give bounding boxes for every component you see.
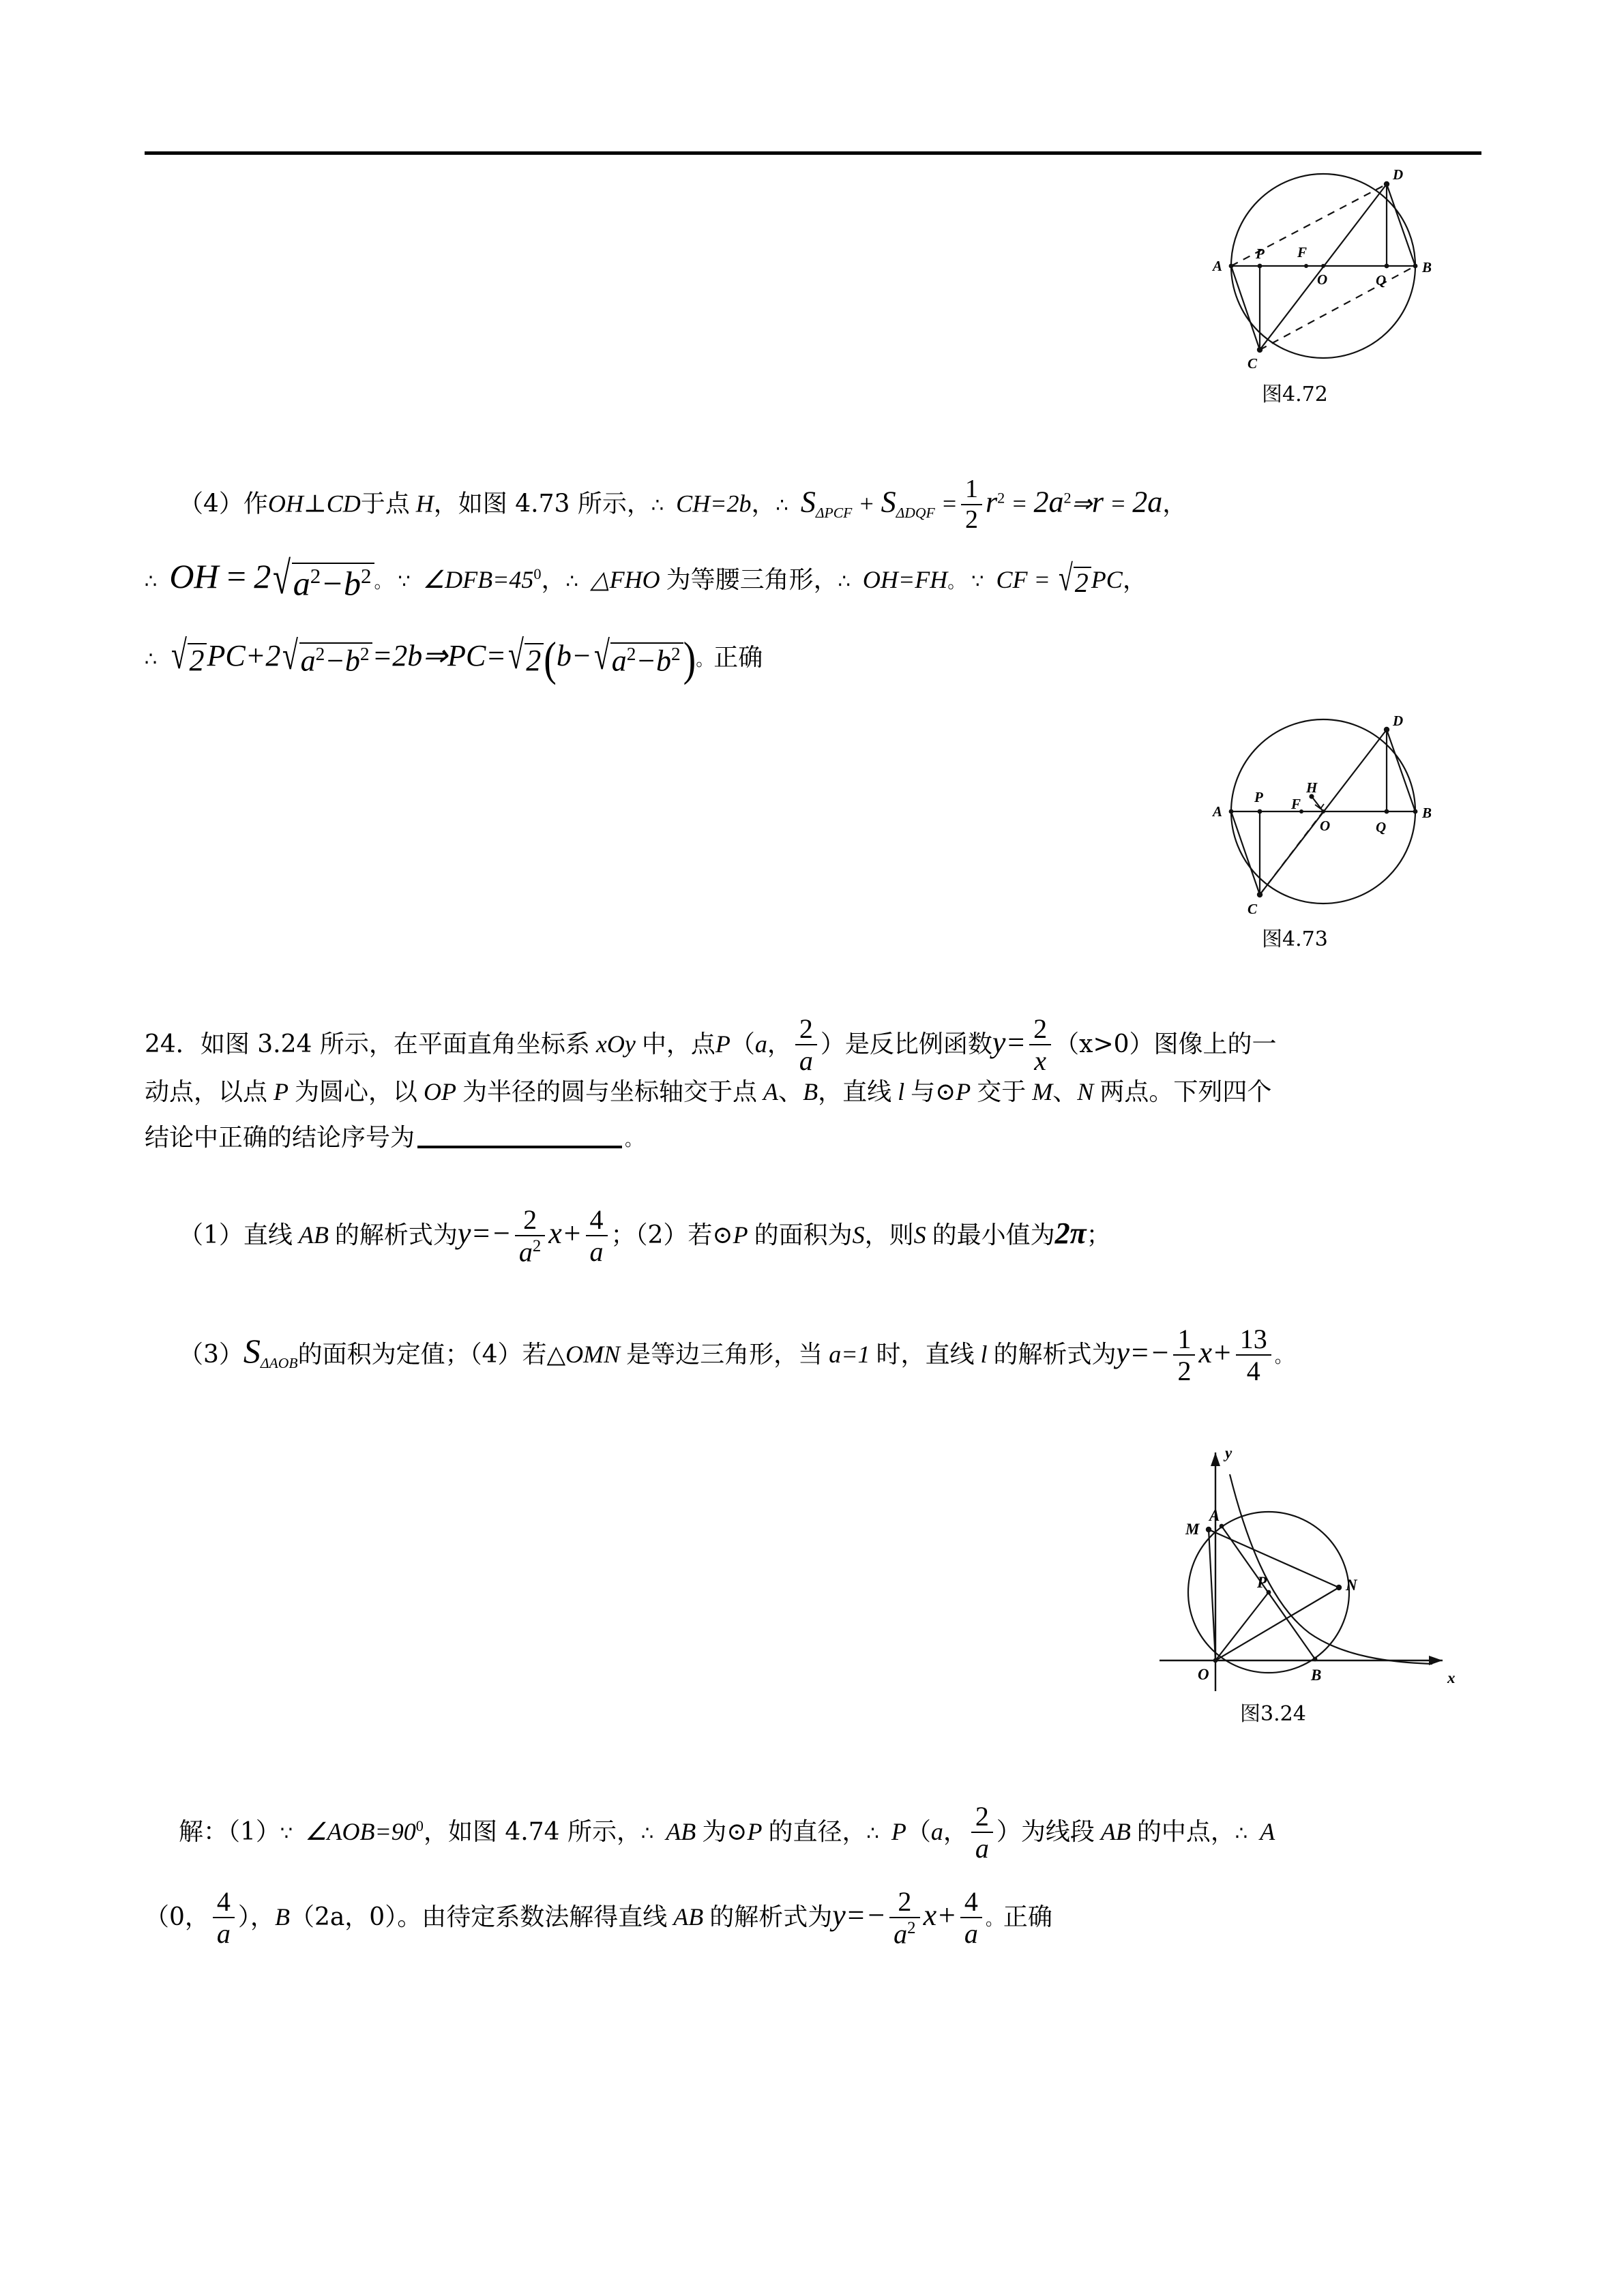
part4-CH: CH=2b: [676, 490, 752, 518]
part4-mid2: ，如图 4.73 所示，: [433, 490, 651, 518]
sol2-minus: −: [866, 1898, 887, 1932]
sol-t1: ，如图 4.74 所示，: [423, 1817, 641, 1846]
part4-mid1: 于点: [360, 490, 410, 518]
sol2-f2den: a: [964, 1918, 978, 1950]
part4-l2-rad-a-pow: 2: [310, 563, 321, 588]
sol-frac-num: 2: [971, 1802, 993, 1833]
sol2-f1den-pow: 2: [907, 1919, 916, 1937]
part4-S2: S: [881, 485, 896, 519]
p24-l2-t6: 交于: [977, 1078, 1027, 1106]
c1-plus: +: [561, 1216, 582, 1250]
part4-deg: 0: [533, 565, 542, 582]
p24-paren-close: ）: [820, 1030, 845, 1058]
part4-a-pow: 2: [1063, 489, 1072, 507]
part4-l3-minus2: −: [571, 639, 592, 673]
sol-angle: ∠AOB=90: [305, 1817, 416, 1845]
c4-x: x: [1198, 1335, 1212, 1369]
c3-label: （3）: [179, 1340, 243, 1369]
fig324-label-B: B: [1311, 1667, 1322, 1684]
sol2-frac-num: 4: [213, 1888, 235, 1918]
c4-OMN: OMN: [565, 1340, 621, 1368]
fig324-label-y: y: [1225, 1444, 1232, 1461]
p24-l2-A: A: [763, 1078, 779, 1105]
part4-l3-minus3: −: [636, 644, 657, 678]
therefore-symbol-8: ∴: [866, 1821, 879, 1845]
sol-P2: P: [891, 1817, 906, 1845]
sol-AB: AB: [666, 1817, 696, 1845]
part4-l3-b: b: [556, 639, 572, 673]
radical-icon-6: √: [593, 633, 610, 679]
radical-icon: √: [273, 552, 291, 603]
sol2-frac-den: a: [216, 1918, 231, 1950]
fig324-label-A: A: [1209, 1507, 1220, 1524]
sol2-plus: +: [936, 1898, 957, 1932]
p24-l3-suffix: 。: [625, 1130, 643, 1150]
c1-AB: AB: [298, 1221, 329, 1249]
c2-P: P: [733, 1221, 748, 1249]
p24-a: a: [754, 1030, 767, 1058]
part4-l2-text1: 为等腰三角形，: [666, 566, 838, 594]
part4-l3-plus: +: [245, 639, 266, 673]
p24-l2-N: N: [1077, 1078, 1094, 1105]
c4-eq: =: [1130, 1335, 1150, 1369]
sol-t3: 的直径，: [768, 1817, 867, 1846]
c1-minus: −: [491, 1216, 512, 1250]
perp-icon: ⊥: [303, 490, 327, 518]
figure-4-73-caption: 图4.73: [1262, 927, 1328, 951]
c1-f2den: a: [589, 1236, 604, 1268]
part4-l3-rad-b: b: [344, 644, 360, 678]
c1-x: x: [548, 1216, 562, 1250]
sol-a: a: [930, 1817, 943, 1845]
sol-P: P: [747, 1817, 763, 1845]
part4-r2: r: [1091, 485, 1104, 519]
part4-l3-rad-a: a: [300, 644, 316, 678]
fig472-label-Q: Q: [1376, 272, 1387, 288]
part4-2a-2: 2a: [1132, 485, 1163, 519]
therefore-symbol-3: ∴: [145, 569, 158, 593]
c3-S-sub: ΔAOB: [260, 1354, 298, 1371]
part4-l2-period2: 。: [947, 572, 966, 593]
p24-l2-dun1: 、: [778, 1078, 803, 1106]
sol2-x: x: [923, 1898, 937, 1932]
therefore-symbol-2: ∴: [776, 493, 788, 517]
c1-f1den-pow: 2: [532, 1237, 542, 1255]
part4-frac-num: 1: [961, 476, 982, 505]
sol2-period: 。: [985, 1909, 1003, 1930]
part4-l2-coef: 2: [254, 557, 271, 595]
sol2-f2num: 4: [960, 1888, 982, 1918]
sol-frac-den: a: [975, 1833, 989, 1864]
problem24-conclusions-1-2: [179, 1204, 1111, 1268]
p24-l2-B: B: [803, 1078, 818, 1105]
part4-l3-period: 。: [696, 650, 714, 671]
fig473-label-Q: Q: [1376, 819, 1387, 835]
p24-l2-M: M: [1032, 1078, 1053, 1105]
p24-fr-den: x: [1034, 1045, 1047, 1076]
part4-l2-eq: =: [224, 557, 248, 595]
fig472-label-D: D: [1393, 166, 1404, 183]
p24-l2-t5: 与⊙: [911, 1078, 956, 1106]
therefore-symbol-5: ∴: [838, 569, 851, 593]
sol2-eq: =: [845, 1898, 866, 1932]
part4-CF: CF: [996, 566, 1028, 593]
solution-line1: [179, 1801, 1275, 1864]
part4-l3-rad-a2-pow: 2: [626, 644, 636, 665]
c2-semi: ；: [1086, 1221, 1111, 1249]
c1-label: （1）: [179, 1221, 243, 1249]
implies-icon-2: ⇒: [422, 639, 448, 673]
fig324-label-x: x: [1447, 1669, 1456, 1686]
p24-frac-num: 2: [795, 1015, 817, 1045]
sol2-paren-close: ）: [237, 1903, 250, 1931]
radical-icon-4: √: [282, 633, 299, 679]
part4-eq: =: [941, 490, 958, 518]
sol2-paren-open: （0，: [145, 1903, 209, 1931]
because-symbol-3: ∵: [280, 1821, 293, 1845]
p24-t4: 图像上的一: [1153, 1030, 1277, 1058]
p24-l2-dun2: 、: [1052, 1078, 1078, 1106]
fig473-label-P: P: [1254, 789, 1263, 805]
part4-l3-PC2: PC: [447, 639, 486, 673]
c4-f2num: 13: [1236, 1325, 1271, 1356]
sol-t4: 为线段: [1020, 1817, 1095, 1846]
fig473-label-A: A: [1213, 803, 1223, 820]
p24-l2-t3: 为半径的圆与坐标轴交于点: [462, 1078, 758, 1106]
sol-comma: ，: [943, 1817, 968, 1846]
part4-l3-rad-b2-pow: 2: [671, 644, 681, 665]
because-symbol-2: ∵: [971, 569, 984, 593]
part4-frac-den: 2: [964, 505, 978, 534]
c4-f2den: 4: [1246, 1356, 1260, 1386]
p24-comma: ，: [767, 1030, 792, 1058]
fig472-label-O: O: [1317, 271, 1328, 288]
sol2-f1num: 2: [889, 1888, 919, 1918]
radical-icon-5: √: [508, 632, 525, 678]
part4-l2-minus: −: [321, 564, 344, 603]
therefore-symbol-7: ∴: [640, 1821, 654, 1845]
part4-l2-eq2: =: [1033, 566, 1050, 593]
c1-t1: 直线: [243, 1221, 293, 1249]
part4-l3-correct: 正确: [713, 644, 763, 672]
c2-t1: 若⊙: [688, 1221, 733, 1249]
p24-paren-open: （: [730, 1030, 755, 1058]
figure-4-72-caption: 图4.72: [1262, 383, 1328, 406]
c1-f2num: 4: [586, 1206, 608, 1236]
sol2-y: y: [832, 1898, 846, 1932]
p24-t3: 是反比例函数: [844, 1030, 992, 1058]
paren-open-icon: (: [544, 633, 557, 686]
therefore-symbol-6: ∴: [145, 647, 158, 671]
p24-l2-l: l: [898, 1078, 905, 1105]
p24-t1: 如图 3.24 所示，在平面直角坐标系: [200, 1030, 590, 1058]
c2-t2: 的面积为: [754, 1221, 853, 1249]
part4-l3-PC: PC: [207, 639, 246, 673]
p24-l2-t1: 动点，以点: [145, 1078, 268, 1106]
therefore-symbol: ∴: [651, 493, 664, 517]
c1-semi: ；: [610, 1221, 636, 1249]
fig472-label-A: A: [1213, 258, 1223, 274]
part4-2a: 2a: [1033, 485, 1064, 519]
sol-lead: 解：（1）: [179, 1817, 280, 1846]
c4-period: 。: [1274, 1346, 1293, 1367]
part4-l3-2b: 2b: [392, 639, 423, 673]
c2-t4: 的最小值为: [932, 1221, 1055, 1249]
therefore-symbol-4: ∴: [565, 569, 578, 593]
part4-l3-coef2: 2: [265, 639, 281, 673]
part4-l3-rad-a2: a: [611, 644, 627, 678]
c2-t3: ，则: [864, 1221, 914, 1249]
fig324-label-M: M: [1185, 1521, 1200, 1538]
fig472-label-C: C: [1247, 355, 1258, 372]
part4-l3-rad-b2: b: [656, 644, 672, 678]
part4-l3-minus: −: [325, 644, 345, 678]
part4-l2-rad-a: a: [293, 564, 310, 603]
c1-f1num: 2: [515, 1206, 545, 1236]
figure-4-72: [1190, 160, 1463, 406]
part4-l2-PC: PC: [1091, 566, 1123, 593]
part4-eq3: =: [1109, 490, 1127, 518]
c4-l: l: [980, 1340, 988, 1368]
answer-blank[interactable]: [417, 1145, 622, 1148]
c2-value: 2π: [1054, 1216, 1087, 1250]
sol2-f1den: a: [894, 1918, 908, 1950]
part4-l3-rad-a-pow: 2: [315, 644, 325, 665]
solution-line2: [145, 1886, 1052, 1950]
part4-line1: [179, 477, 1187, 535]
c2-S: S: [852, 1221, 865, 1249]
c1-t2: 的解析式为: [334, 1221, 458, 1249]
c4-minus: −: [1149, 1335, 1170, 1369]
c4-f1num: 1: [1173, 1325, 1195, 1356]
part4-l2-OH: OH: [169, 557, 219, 595]
part4-l3-eq: =: [372, 639, 393, 673]
fig473-label-C: C: [1247, 901, 1258, 917]
fig473-label-F: F: [1291, 796, 1301, 812]
part4-comma: ，: [751, 490, 776, 518]
p24-l3-prefix: 结论中正确的结论序号为: [145, 1124, 415, 1152]
part4-OH: OH: [267, 490, 304, 518]
part4-l3-rad3: 2: [526, 643, 542, 677]
part4-l2-rad-b: b: [344, 564, 361, 603]
part4-CD: CD: [326, 490, 361, 518]
fig324-label-O: O: [1198, 1666, 1209, 1683]
p24-xOy: xOy: [595, 1030, 636, 1058]
part4-S2-sub: ΔDQF: [896, 504, 935, 521]
part4-l2-comma: ，: [541, 566, 566, 594]
c4-f1den: 2: [1177, 1356, 1192, 1386]
part4-l2-period: 。: [374, 572, 392, 593]
c2-S2: S: [913, 1221, 926, 1249]
fig324-label-N: N: [1346, 1577, 1357, 1594]
part4-r-pow: 2: [997, 489, 1005, 507]
p24-l2-OP: OP: [424, 1078, 457, 1105]
figure-3-24-caption: 图3.24: [1240, 1702, 1306, 1726]
part4-H: H: [415, 490, 434, 518]
part4-l3-eq2: =: [486, 639, 507, 673]
therefore-symbol-9: ∴: [1235, 1821, 1248, 1845]
sol-paren-close: ）: [996, 1817, 1021, 1846]
paren-close-icon: ): [683, 633, 696, 686]
c4-label: （4）: [469, 1340, 522, 1369]
fig472-label-F: F: [1297, 244, 1308, 260]
part4-line3: [145, 632, 763, 686]
sol-deg: 0: [415, 1817, 424, 1834]
part4-angle-DFB: ∠DFB=45: [422, 566, 534, 593]
p24-l2-t4: ，直线: [818, 1078, 892, 1106]
sol2-coords: （2a，0）: [289, 1903, 398, 1931]
part4-lead: （4）作: [179, 490, 268, 518]
part4-plus: +: [858, 490, 875, 518]
c4-t1: 若△: [522, 1340, 566, 1369]
sol2-t2: 的解析式为: [709, 1903, 833, 1931]
p24-P: P: [715, 1030, 730, 1058]
part4-line1-end: ，: [1162, 490, 1187, 518]
sol2-correct: 正确: [1003, 1903, 1052, 1931]
p24-fr-num: 2: [1029, 1015, 1051, 1045]
fig473-label-B: B: [1422, 805, 1432, 821]
c2-label: （2）: [635, 1221, 688, 1249]
fig473-label-D: D: [1393, 713, 1404, 729]
part4-l2-rad-b-pow: 2: [361, 563, 372, 588]
sol-t2: 为⊙: [702, 1817, 748, 1846]
sol-t5: 的中点，: [1136, 1817, 1235, 1846]
c3-t1: 的面积为定值；: [297, 1340, 470, 1369]
p24-l2-P: P: [274, 1078, 289, 1105]
sol-paren-open: （: [906, 1817, 931, 1846]
part4-S1-sub: ΔPCF: [815, 504, 853, 521]
problem24-conclusions-3-4: [179, 1326, 1293, 1387]
fig473-label-O: O: [1320, 818, 1331, 834]
part4-S1: S: [800, 485, 816, 519]
header-rule: [145, 151, 1481, 155]
part4-OH-FH: OH=FH: [862, 566, 948, 593]
fig472-label-P: P: [1256, 245, 1265, 262]
radical-icon-2: √: [1058, 556, 1073, 599]
part4-eq2: =: [1011, 490, 1028, 518]
problem24-number: 24．: [145, 1030, 201, 1058]
c4-a-eq: a=1: [829, 1340, 870, 1368]
c1-y: y: [457, 1216, 471, 1250]
sol2-comma: ，: [250, 1903, 275, 1931]
sol-AB2: AB: [1100, 1817, 1131, 1845]
c4-t4: 的解析式为: [993, 1340, 1117, 1369]
part4-line2: [145, 552, 1147, 603]
fig324-label-P: P: [1257, 1574, 1267, 1591]
figure-4-73: [1190, 709, 1463, 951]
p24-frac-den: a: [799, 1045, 813, 1076]
sol-A: A: [1260, 1817, 1275, 1845]
implies-icon: ⇒: [1071, 490, 1092, 518]
p24-t2: 中，点: [641, 1030, 715, 1058]
part4-r: r: [985, 485, 998, 519]
part4-l2-rad2: 2: [1074, 567, 1089, 598]
problem24-line3: [145, 1125, 643, 1150]
p24-l2-P2: P: [956, 1078, 971, 1105]
p24-l2-t7: 两点。下列四个: [1099, 1078, 1272, 1106]
c4-t3: 时，直线: [876, 1340, 975, 1369]
c1-f1den: a: [518, 1236, 533, 1268]
sol2-B: B: [274, 1903, 290, 1930]
c3-S: S: [243, 1331, 261, 1370]
problem24-line2: [145, 1079, 1271, 1105]
sol2-t1: 。由待定系数法解得直线: [397, 1903, 668, 1931]
c4-y: y: [1116, 1335, 1130, 1369]
fig472-label-B: B: [1422, 259, 1432, 275]
fig473-label-H: H: [1306, 779, 1318, 796]
radical-icon-3: √: [171, 632, 188, 678]
c4-plus: +: [1212, 1335, 1232, 1369]
c1-eq: =: [471, 1216, 492, 1250]
c4-t2: 是等边三角形，当: [626, 1340, 823, 1369]
problem24-line1: [145, 1013, 1277, 1077]
sol2-AB: AB: [673, 1903, 704, 1930]
part4-tri-FHO: △FHO: [590, 566, 660, 593]
part4-l3-rad1: 2: [189, 643, 205, 677]
p24-cond: （x>0）: [1054, 1030, 1154, 1058]
p24-l2-t2: 为圆心，以: [295, 1078, 418, 1106]
p24-eq: =: [1005, 1025, 1027, 1059]
figure-3-24: [1132, 1425, 1473, 1726]
because-symbol: ∵: [398, 569, 411, 593]
part4-l3-rad-b-pow: 2: [359, 644, 370, 665]
part4-l2-comma2: ，: [1122, 566, 1147, 594]
p24-y: y: [992, 1025, 1006, 1059]
